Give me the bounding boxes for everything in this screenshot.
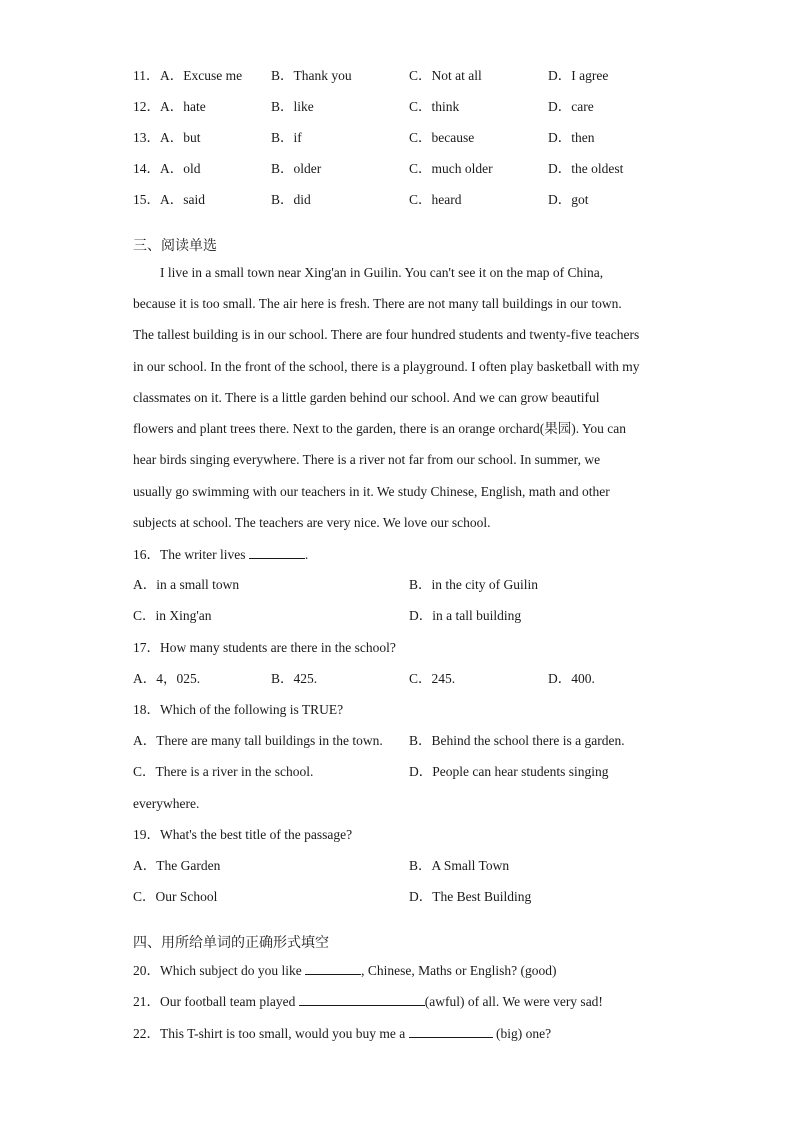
question-20	[133, 961, 556, 980]
option-c: C．much older	[409, 161, 493, 176]
question-stem-text: 20．Which subject do you like	[133, 963, 306, 978]
option-b: B．in the city of Guilin	[409, 577, 538, 592]
answer-blank[interactable]	[299, 992, 425, 1006]
passage-line: subjects at school. The teachers are very nice. We love our school.	[133, 515, 491, 530]
question-stem: 19．What's the best title of the passage?	[133, 827, 353, 842]
question-number: 12．	[133, 99, 160, 114]
answer-blank[interactable]	[409, 1024, 493, 1038]
option-c: C．heard	[409, 192, 462, 207]
section-heading-reading: 三、阅读单选	[133, 239, 217, 254]
option-d: D．People can hear students singing	[409, 764, 609, 779]
option-c: C．because	[409, 130, 475, 145]
option-c: C．think	[409, 99, 460, 114]
passage-line: The tallest building is in our school. There are four hundred students and twenty-five teachers	[133, 327, 640, 342]
option-b: B．did	[271, 192, 311, 207]
passage-line: hear birds singing everywhere. There is a river not far from our school. In summer, we	[133, 452, 601, 467]
option-b: B．like	[271, 99, 314, 114]
passage-line: because it is too small. The air here is fresh. There are not many tall buildings in our town.	[133, 296, 622, 311]
option-a: A．said	[160, 192, 205, 207]
question-number: 14．	[133, 161, 160, 176]
option-a: A．There are many tall buildings in the town.	[133, 733, 383, 748]
passage-line: usually go swimming with our teachers in it. We study Chinese, English, math and other	[133, 484, 610, 499]
option-a: A．in a small town	[133, 577, 240, 592]
option-d: D．care	[548, 99, 594, 114]
question-stem-end: (awful) of all. We were very sad!	[424, 994, 603, 1009]
question-number: 11．	[133, 68, 160, 83]
option-c: C．There is a river in the school.	[133, 764, 314, 779]
option-d: D．got	[548, 192, 589, 207]
option-b: B．older	[271, 161, 322, 176]
option-b: B．A Small Town	[409, 858, 510, 873]
question-stem-end: .	[304, 547, 309, 562]
passage-line: flowers and plant trees there. Next to the garden, there is an orange orchard(果园). You can	[133, 421, 626, 436]
option-b: B．if	[271, 130, 302, 145]
section-heading-fill-in: 四、用所给单词的正确形式填空	[133, 936, 329, 951]
option-d-continued: everywhere.	[133, 796, 200, 811]
question-stem-end: , Chinese, Maths or English? (good)	[361, 963, 557, 978]
question-stem-text: 22．This T-shirt is too small, would you buy me a	[133, 1026, 409, 1041]
option-a: A．but	[160, 130, 201, 145]
question-number: 13．	[133, 130, 160, 145]
question-number: 15．	[133, 192, 160, 207]
question-21	[133, 992, 603, 1011]
option-b: B．Thank you	[271, 68, 352, 83]
passage-line: in our school. In the front of the school, there is a playground. I often play basketball with my	[133, 359, 640, 374]
option-a: A．Excuse me	[160, 68, 243, 83]
option-d: D．the oldest	[548, 161, 624, 176]
option-a: A．4，025.	[133, 671, 201, 686]
question-22	[133, 1024, 551, 1043]
option-d: D．The Best Building	[409, 889, 532, 904]
question-stem-text: 21．Our football team played	[133, 994, 299, 1009]
option-c: C．Not at all	[409, 68, 482, 83]
option-b: B．Behind the school there is a garden.	[409, 733, 625, 748]
option-b: B．425.	[271, 671, 318, 686]
question-stem-end: (big) one?	[492, 1026, 552, 1041]
passage-line: I live in a small town near Xing'an in Guilin. You can't see it on the map of China,	[160, 265, 604, 280]
answer-blank[interactable]	[305, 961, 361, 975]
option-c: C．Our School	[133, 889, 218, 904]
option-a: A．The Garden	[133, 858, 221, 873]
option-a: A．hate	[160, 99, 206, 114]
question-stem: 18．Which of the following is TRUE?	[133, 702, 344, 717]
option-d: D．then	[548, 130, 595, 145]
option-a: A．old	[160, 161, 201, 176]
answer-blank[interactable]	[249, 545, 305, 559]
option-c: C．245.	[409, 671, 456, 686]
question-stem	[133, 545, 308, 564]
option-d: D．in a tall building	[409, 608, 522, 623]
question-stem: 17．How many students are there in the school?	[133, 640, 396, 655]
option-c: C．in Xing'an	[133, 608, 212, 623]
question-stem-text: 16．The writer lives	[133, 547, 249, 562]
option-d: D．400.	[548, 671, 595, 686]
option-d: D．I agree	[548, 68, 609, 83]
passage-line: classmates on it. There is a little garden behind our school. And we can grow beautiful	[133, 390, 600, 405]
